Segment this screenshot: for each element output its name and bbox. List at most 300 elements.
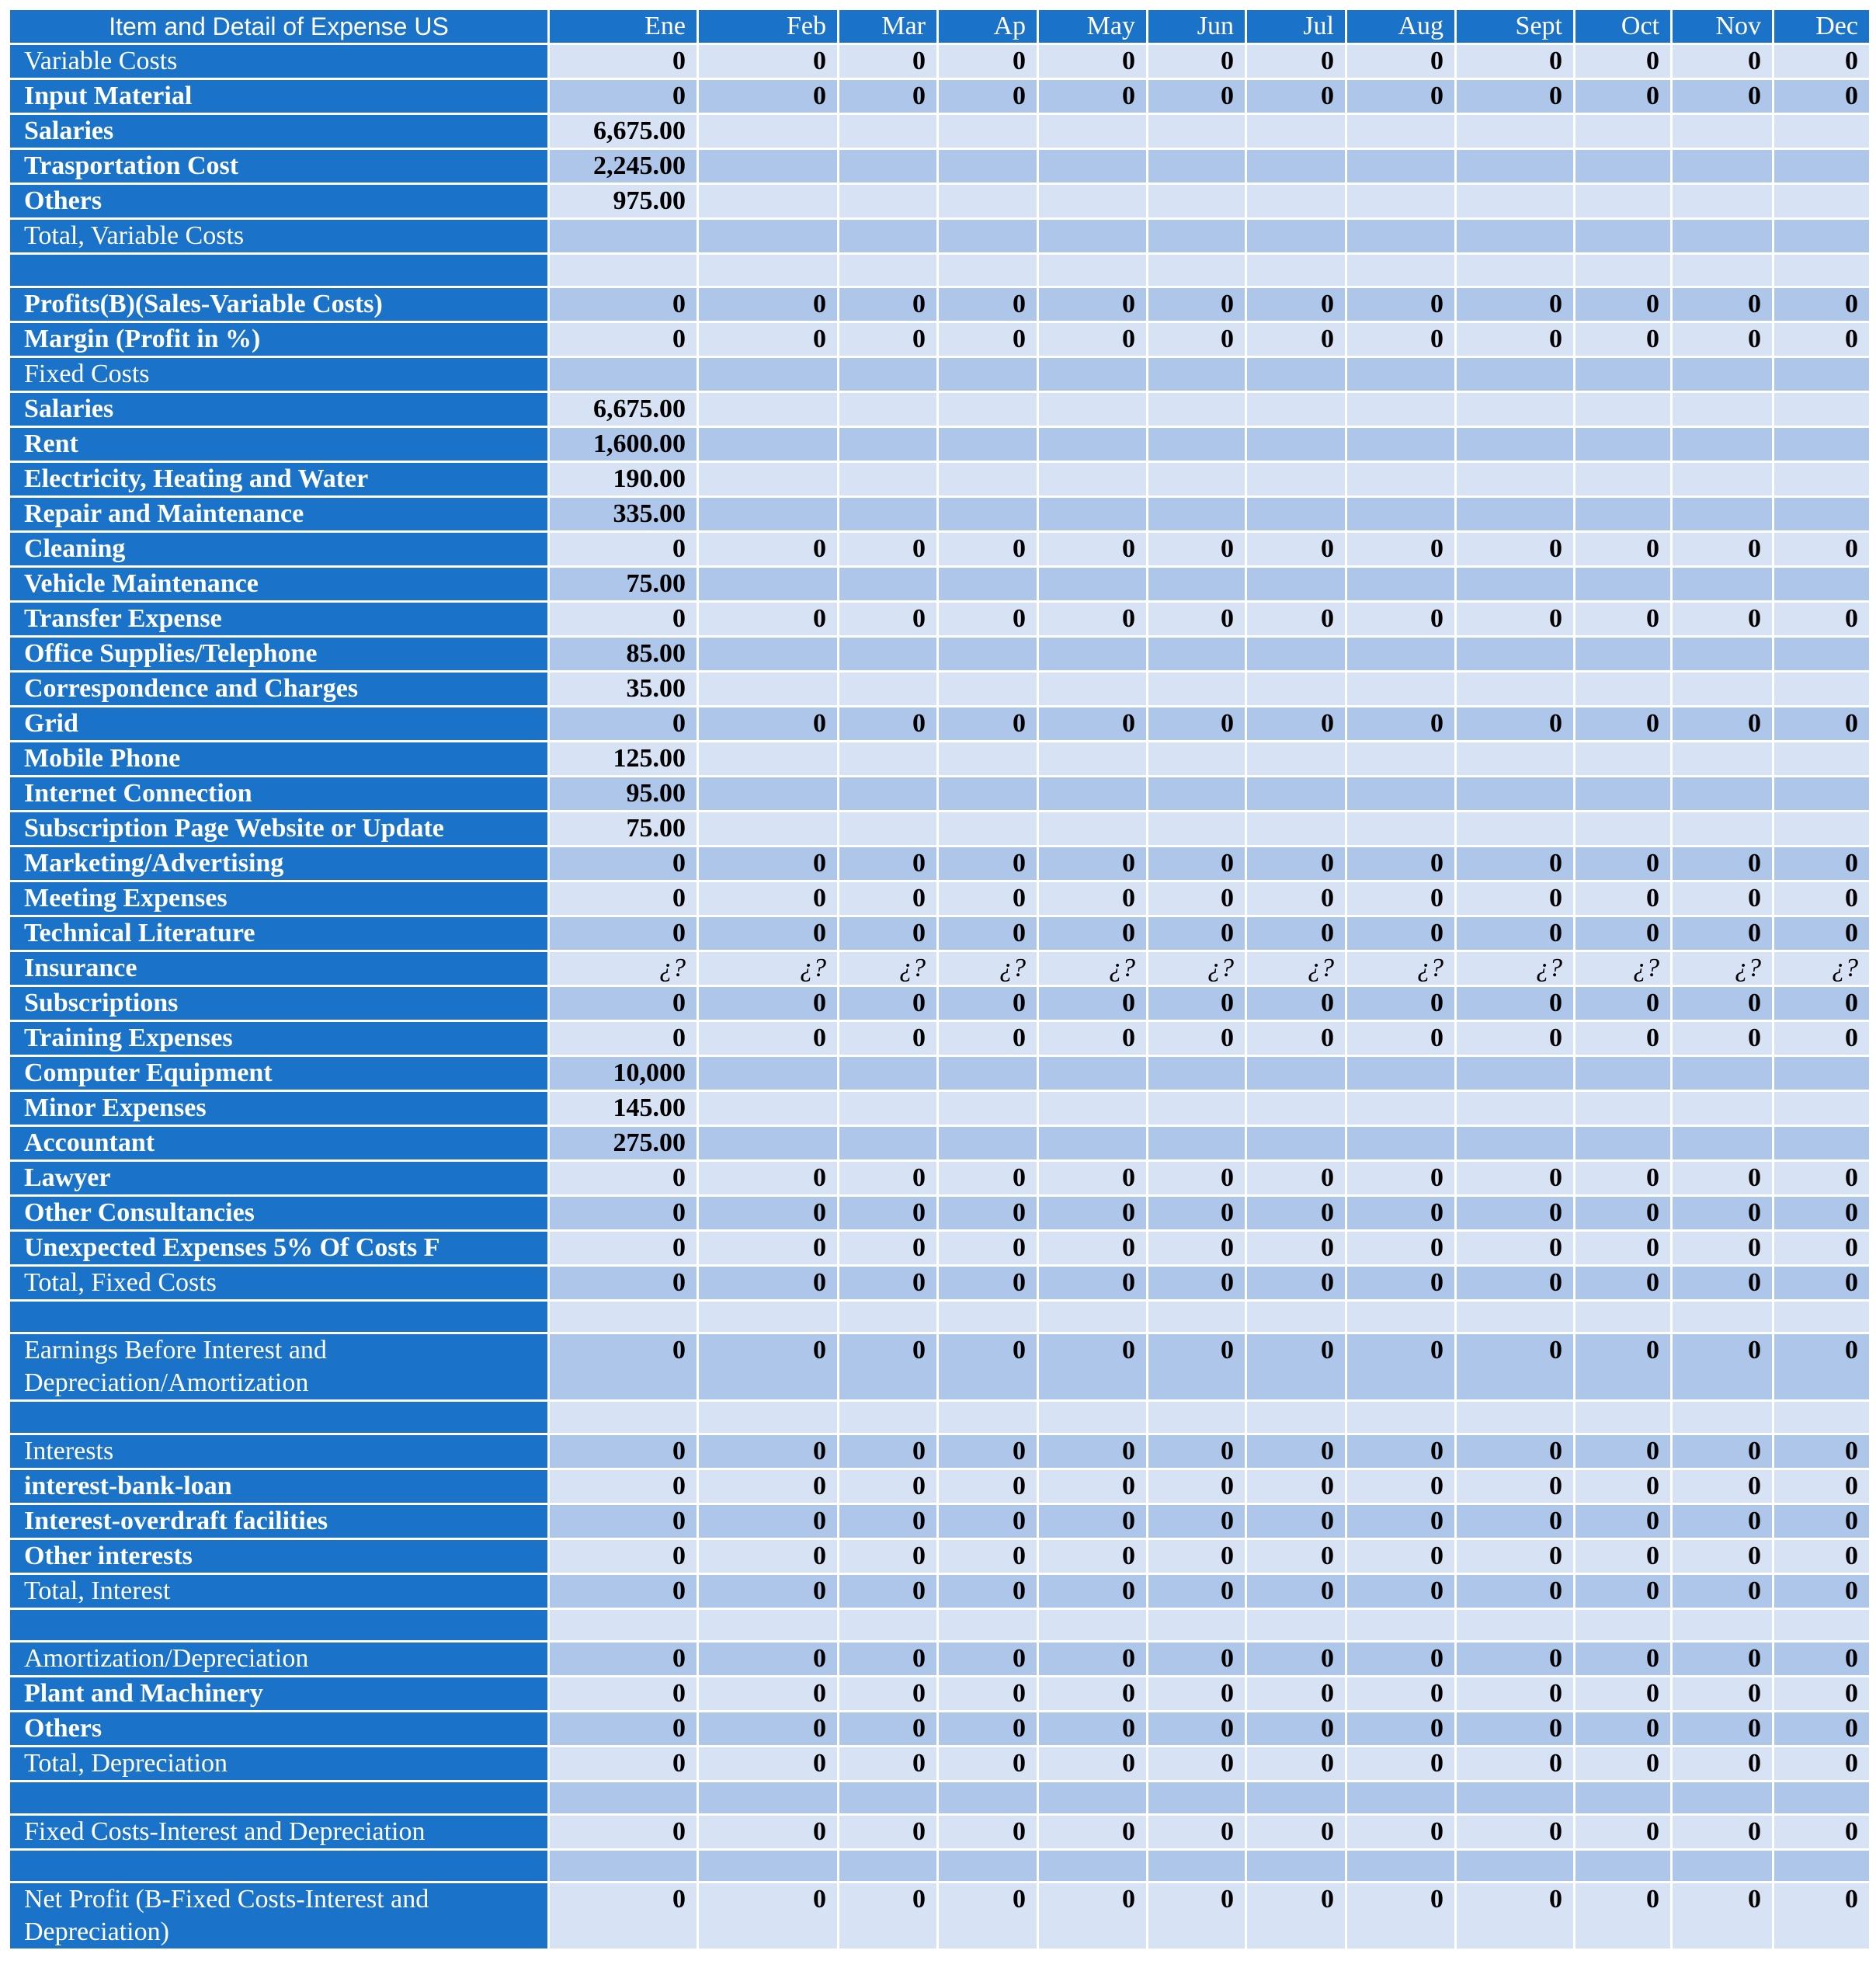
value-cell[interactable]: 0: [1774, 986, 1871, 1020]
value-cell[interactable]: [698, 254, 839, 287]
value-cell[interactable]: [1456, 1300, 1575, 1333]
value-cell[interactable]: 0: [1038, 1333, 1148, 1401]
value-cell[interactable]: 0: [1672, 322, 1774, 356]
value-cell[interactable]: [839, 1782, 938, 1815]
value-cell[interactable]: 0: [698, 986, 839, 1020]
value-cell[interactable]: [1246, 671, 1346, 706]
value-cell[interactable]: 0: [1346, 706, 1456, 741]
value-cell[interactable]: [1148, 1849, 1246, 1882]
value-cell[interactable]: 0: [1038, 1469, 1148, 1503]
value-cell[interactable]: 0: [1575, 1265, 1672, 1300]
value-cell[interactable]: 0: [839, 1503, 938, 1538]
value-cell[interactable]: [1456, 741, 1575, 776]
value-cell[interactable]: 0: [1346, 322, 1456, 356]
value-cell[interactable]: 0: [1148, 1712, 1246, 1747]
value-cell[interactable]: [1672, 1300, 1774, 1333]
value-cell[interactable]: [1148, 566, 1246, 601]
value-cell[interactable]: [1456, 1125, 1575, 1160]
value-cell[interactable]: [839, 1608, 938, 1642]
value-cell[interactable]: 0: [938, 1230, 1038, 1265]
value-cell[interactable]: [1038, 219, 1148, 254]
value-cell[interactable]: 0: [1456, 706, 1575, 741]
value-cell[interactable]: 0: [1346, 44, 1456, 79]
value-cell[interactable]: 0: [1672, 881, 1774, 916]
value-cell[interactable]: 0: [698, 1882, 839, 1950]
value-cell[interactable]: 0: [1456, 1712, 1575, 1747]
value-cell[interactable]: 0: [698, 531, 839, 566]
value-cell[interactable]: ¿?: [698, 951, 839, 986]
value-cell[interactable]: 0: [549, 322, 698, 356]
value-cell[interactable]: [1456, 149, 1575, 184]
value-cell[interactable]: 0: [1148, 1882, 1246, 1950]
value-cell[interactable]: 95.00: [549, 776, 698, 811]
value-cell[interactable]: 0: [1038, 1265, 1148, 1300]
value-cell[interactable]: 0: [1672, 1230, 1774, 1265]
value-cell[interactable]: 0: [1672, 706, 1774, 741]
value-cell[interactable]: 0: [549, 1333, 698, 1401]
value-cell[interactable]: ¿?: [1148, 951, 1246, 986]
value-cell[interactable]: 0: [1774, 79, 1871, 114]
value-cell[interactable]: [1575, 671, 1672, 706]
value-cell[interactable]: [1774, 426, 1871, 461]
value-cell[interactable]: 0: [938, 1573, 1038, 1608]
value-cell[interactable]: 1,600.00: [549, 426, 698, 461]
value-cell[interactable]: 0: [1346, 1814, 1456, 1849]
value-cell[interactable]: [1346, 741, 1456, 776]
value-cell[interactable]: 0: [839, 1814, 938, 1849]
value-cell[interactable]: [1346, 1608, 1456, 1642]
value-cell[interactable]: [698, 426, 839, 461]
value-cell[interactable]: [938, 114, 1038, 149]
value-cell[interactable]: 0: [1456, 881, 1575, 916]
value-cell[interactable]: [1038, 671, 1148, 706]
value-cell[interactable]: 0: [1148, 1160, 1246, 1195]
value-cell[interactable]: 0: [1774, 1538, 1871, 1573]
value-cell[interactable]: [1575, 149, 1672, 184]
value-cell[interactable]: [1774, 1849, 1871, 1882]
value-cell[interactable]: 0: [938, 986, 1038, 1020]
value-cell[interactable]: 0: [1038, 881, 1148, 916]
value-cell[interactable]: [839, 356, 938, 391]
value-cell[interactable]: [1672, 184, 1774, 219]
value-cell[interactable]: [938, 1090, 1038, 1125]
value-cell[interactable]: 0: [1774, 1573, 1871, 1608]
value-cell[interactable]: 145.00: [549, 1090, 698, 1125]
value-cell[interactable]: 0: [1148, 706, 1246, 741]
value-cell[interactable]: [938, 461, 1038, 496]
value-cell[interactable]: [1246, 426, 1346, 461]
value-cell[interactable]: 0: [1456, 322, 1575, 356]
value-cell[interactable]: [1672, 811, 1774, 846]
value-cell[interactable]: [1575, 426, 1672, 461]
value-cell[interactable]: 0: [1346, 1573, 1456, 1608]
value-cell[interactable]: 0: [1038, 1814, 1148, 1849]
value-cell[interactable]: 0: [1575, 1160, 1672, 1195]
value-cell[interactable]: [938, 671, 1038, 706]
value-cell[interactable]: 0: [1148, 79, 1246, 114]
value-cell[interactable]: 0: [1148, 1333, 1246, 1401]
value-cell[interactable]: [1672, 114, 1774, 149]
value-cell[interactable]: [1148, 1125, 1246, 1160]
value-cell[interactable]: [938, 1125, 1038, 1160]
value-cell[interactable]: 0: [839, 846, 938, 881]
value-cell[interactable]: ¿?: [1774, 951, 1871, 986]
value-cell[interactable]: 0: [1575, 1677, 1672, 1712]
value-cell[interactable]: ¿?: [1672, 951, 1774, 986]
value-cell[interactable]: [1346, 254, 1456, 287]
value-cell[interactable]: 0: [839, 881, 938, 916]
value-cell[interactable]: 0: [1346, 846, 1456, 881]
value-cell[interactable]: 0: [1575, 846, 1672, 881]
value-cell[interactable]: 0: [1246, 1469, 1346, 1503]
value-cell[interactable]: [1456, 1401, 1575, 1434]
value-cell[interactable]: [1346, 114, 1456, 149]
value-cell[interactable]: [1456, 461, 1575, 496]
value-cell[interactable]: [938, 741, 1038, 776]
value-cell[interactable]: 0: [1246, 916, 1346, 951]
value-cell[interactable]: 0: [1038, 79, 1148, 114]
value-cell[interactable]: [938, 184, 1038, 219]
value-cell[interactable]: [1038, 461, 1148, 496]
value-cell[interactable]: [1456, 254, 1575, 287]
value-cell[interactable]: [839, 1055, 938, 1090]
value-cell[interactable]: [1575, 1300, 1672, 1333]
value-cell[interactable]: [1456, 391, 1575, 426]
value-cell[interactable]: 0: [938, 1333, 1038, 1401]
value-cell[interactable]: [839, 426, 938, 461]
value-cell[interactable]: [1346, 391, 1456, 426]
value-cell[interactable]: 0: [1672, 287, 1774, 322]
value-cell[interactable]: [938, 254, 1038, 287]
value-cell[interactable]: [1148, 391, 1246, 426]
value-cell[interactable]: [1774, 1401, 1871, 1434]
value-cell[interactable]: [698, 219, 839, 254]
value-cell[interactable]: [1246, 741, 1346, 776]
value-cell[interactable]: 0: [1038, 1503, 1148, 1538]
value-cell[interactable]: [1038, 426, 1148, 461]
value-cell[interactable]: 0: [1148, 601, 1246, 636]
value-cell[interactable]: 0: [839, 1265, 938, 1300]
value-cell[interactable]: [1038, 1300, 1148, 1333]
value-cell[interactable]: [698, 391, 839, 426]
value-cell[interactable]: 0: [1575, 79, 1672, 114]
value-cell[interactable]: 0: [1148, 531, 1246, 566]
value-cell[interactable]: 0: [839, 1230, 938, 1265]
value-cell[interactable]: 0: [839, 1195, 938, 1230]
value-cell[interactable]: 0: [1246, 1230, 1346, 1265]
value-cell[interactable]: 0: [1148, 1677, 1246, 1712]
value-cell[interactable]: [1774, 1055, 1871, 1090]
value-cell[interactable]: 0: [839, 1020, 938, 1055]
value-cell[interactable]: [1346, 566, 1456, 601]
value-cell[interactable]: [839, 219, 938, 254]
value-cell[interactable]: [938, 636, 1038, 671]
value-cell[interactable]: 0: [549, 1538, 698, 1573]
value-cell[interactable]: [1672, 1782, 1774, 1815]
value-cell[interactable]: 0: [1346, 1642, 1456, 1677]
value-cell[interactable]: 0: [1346, 1434, 1456, 1469]
value-cell[interactable]: 0: [1672, 601, 1774, 636]
value-cell[interactable]: 0: [698, 1333, 839, 1401]
value-cell[interactable]: 0: [549, 986, 698, 1020]
value-cell[interactable]: 0: [1672, 916, 1774, 951]
value-cell[interactable]: [1246, 776, 1346, 811]
value-cell[interactable]: [1672, 566, 1774, 601]
value-cell[interactable]: [1038, 636, 1148, 671]
value-cell[interactable]: 0: [1148, 846, 1246, 881]
value-cell[interactable]: 0: [1038, 287, 1148, 322]
value-cell[interactable]: [1346, 776, 1456, 811]
value-cell[interactable]: [698, 461, 839, 496]
value-cell[interactable]: [698, 1300, 839, 1333]
value-cell[interactable]: [1038, 1125, 1148, 1160]
value-cell[interactable]: ¿?: [1246, 951, 1346, 986]
value-cell[interactable]: 0: [1575, 1020, 1672, 1055]
value-cell[interactable]: 0: [1672, 1434, 1774, 1469]
value-cell[interactable]: 0: [1246, 1265, 1346, 1300]
value-cell[interactable]: 0: [1672, 1020, 1774, 1055]
value-cell[interactable]: 0: [1575, 1469, 1672, 1503]
value-cell[interactable]: 0: [1774, 601, 1871, 636]
value-cell[interactable]: 0: [1672, 1160, 1774, 1195]
value-cell[interactable]: [1346, 149, 1456, 184]
value-cell[interactable]: [1038, 1782, 1148, 1815]
value-cell[interactable]: [938, 776, 1038, 811]
value-cell[interactable]: [1575, 566, 1672, 601]
value-cell[interactable]: [1456, 1849, 1575, 1882]
value-cell[interactable]: 0: [698, 1503, 839, 1538]
value-cell[interactable]: [1575, 1849, 1672, 1882]
value-cell[interactable]: 0: [549, 1195, 698, 1230]
value-cell[interactable]: [1346, 1300, 1456, 1333]
value-cell[interactable]: [1672, 426, 1774, 461]
value-cell[interactable]: [1038, 1608, 1148, 1642]
value-cell[interactable]: [698, 356, 839, 391]
value-cell[interactable]: 0: [698, 1814, 839, 1849]
value-cell[interactable]: 0: [1774, 1469, 1871, 1503]
value-cell[interactable]: [1774, 1608, 1871, 1642]
value-cell[interactable]: 0: [839, 1677, 938, 1712]
value-cell[interactable]: 0: [1456, 1230, 1575, 1265]
value-cell[interactable]: [1148, 461, 1246, 496]
value-cell[interactable]: 0: [1774, 1160, 1871, 1195]
value-cell[interactable]: 0: [698, 1434, 839, 1469]
value-cell[interactable]: [1774, 1090, 1871, 1125]
value-cell[interactable]: [1038, 1055, 1148, 1090]
value-cell[interactable]: 0: [839, 1573, 938, 1608]
value-cell[interactable]: [1774, 1125, 1871, 1160]
value-cell[interactable]: 0: [1575, 916, 1672, 951]
value-cell[interactable]: [1246, 811, 1346, 846]
value-cell[interactable]: [1148, 426, 1246, 461]
value-cell[interactable]: [1346, 461, 1456, 496]
value-cell[interactable]: [1246, 1401, 1346, 1434]
value-cell[interactable]: 0: [1148, 44, 1246, 79]
value-cell[interactable]: 0: [938, 1538, 1038, 1573]
value-cell[interactable]: 0: [698, 1712, 839, 1747]
value-cell[interactable]: 0: [1672, 1712, 1774, 1747]
value-cell[interactable]: [698, 1125, 839, 1160]
value-cell[interactable]: [1148, 254, 1246, 287]
value-cell[interactable]: [1148, 1090, 1246, 1125]
value-cell[interactable]: 0: [1246, 846, 1346, 881]
value-cell[interactable]: 0: [1038, 1020, 1148, 1055]
value-cell[interactable]: 0: [549, 1230, 698, 1265]
value-cell[interactable]: 0: [1672, 1469, 1774, 1503]
value-cell[interactable]: 2,245.00: [549, 149, 698, 184]
value-cell[interactable]: [1456, 1090, 1575, 1125]
value-cell[interactable]: 0: [698, 1747, 839, 1782]
value-cell[interactable]: [549, 1608, 698, 1642]
value-cell[interactable]: [1246, 1849, 1346, 1882]
value-cell[interactable]: 0: [1672, 986, 1774, 1020]
value-cell[interactable]: 0: [1246, 1573, 1346, 1608]
value-cell[interactable]: [1148, 636, 1246, 671]
value-cell[interactable]: 0: [1575, 1503, 1672, 1538]
value-cell[interactable]: 0: [1246, 531, 1346, 566]
value-cell[interactable]: [1672, 1849, 1774, 1882]
value-cell[interactable]: [1346, 1125, 1456, 1160]
value-cell[interactable]: 0: [549, 1747, 698, 1782]
value-cell[interactable]: [938, 1055, 1038, 1090]
value-cell[interactable]: [1672, 1401, 1774, 1434]
value-cell[interactable]: 0: [698, 1160, 839, 1195]
value-cell[interactable]: [1246, 184, 1346, 219]
value-cell[interactable]: [1246, 1055, 1346, 1090]
value-cell[interactable]: 0: [1456, 1333, 1575, 1401]
value-cell[interactable]: [1246, 461, 1346, 496]
value-cell[interactable]: 0: [1148, 322, 1246, 356]
value-cell[interactable]: 0: [549, 1160, 698, 1195]
value-cell[interactable]: 0: [1774, 1333, 1871, 1401]
value-cell[interactable]: [1148, 149, 1246, 184]
value-cell[interactable]: [549, 254, 698, 287]
value-cell[interactable]: 0: [1246, 706, 1346, 741]
value-cell[interactable]: 0: [1456, 1573, 1575, 1608]
value-cell[interactable]: [1038, 356, 1148, 391]
value-cell[interactable]: [1346, 1782, 1456, 1815]
value-cell[interactable]: 0: [839, 322, 938, 356]
value-cell[interactable]: [1774, 184, 1871, 219]
value-cell[interactable]: [698, 741, 839, 776]
value-cell[interactable]: 335.00: [549, 496, 698, 531]
value-cell[interactable]: 0: [1346, 1882, 1456, 1950]
value-cell[interactable]: [1346, 671, 1456, 706]
value-cell[interactable]: 0: [698, 1642, 839, 1677]
value-cell[interactable]: 0: [1672, 79, 1774, 114]
value-cell[interactable]: 0: [1346, 287, 1456, 322]
value-cell[interactable]: 0: [1456, 1503, 1575, 1538]
value-cell[interactable]: 0: [1672, 1265, 1774, 1300]
value-cell[interactable]: [1456, 426, 1575, 461]
value-cell[interactable]: 0: [1575, 1195, 1672, 1230]
value-cell[interactable]: 0: [549, 881, 698, 916]
value-cell[interactable]: 0: [1774, 1265, 1871, 1300]
value-cell[interactable]: [1246, 1608, 1346, 1642]
value-cell[interactable]: 0: [549, 1677, 698, 1712]
value-cell[interactable]: 0: [1456, 1677, 1575, 1712]
value-cell[interactable]: 0: [1246, 1434, 1346, 1469]
value-cell[interactable]: 0: [1148, 1020, 1246, 1055]
value-cell[interactable]: [1346, 1090, 1456, 1125]
value-cell[interactable]: 0: [1346, 1469, 1456, 1503]
value-cell[interactable]: 0: [839, 531, 938, 566]
value-cell[interactable]: 0: [549, 1434, 698, 1469]
value-cell[interactable]: 0: [1246, 1160, 1346, 1195]
value-cell[interactable]: [1246, 149, 1346, 184]
value-cell[interactable]: 0: [549, 1020, 698, 1055]
value-cell[interactable]: 0: [1575, 1434, 1672, 1469]
value-cell[interactable]: 0: [1456, 1160, 1575, 1195]
value-cell[interactable]: 0: [1148, 986, 1246, 1020]
value-cell[interactable]: [1148, 741, 1246, 776]
value-cell[interactable]: [1575, 1125, 1672, 1160]
value-cell[interactable]: 190.00: [549, 461, 698, 496]
value-cell[interactable]: 0: [1038, 1747, 1148, 1782]
value-cell[interactable]: [549, 1782, 698, 1815]
value-cell[interactable]: 0: [549, 44, 698, 79]
value-cell[interactable]: [1774, 1782, 1871, 1815]
value-cell[interactable]: ¿?: [1346, 951, 1456, 986]
value-cell[interactable]: [1038, 496, 1148, 531]
value-cell[interactable]: 0: [1456, 1538, 1575, 1573]
value-cell[interactable]: 0: [938, 322, 1038, 356]
value-cell[interactable]: 0: [1456, 79, 1575, 114]
value-cell[interactable]: [1456, 811, 1575, 846]
value-cell[interactable]: [938, 219, 1038, 254]
value-cell[interactable]: 0: [938, 1265, 1038, 1300]
value-cell[interactable]: [1575, 636, 1672, 671]
value-cell[interactable]: [938, 391, 1038, 426]
value-cell[interactable]: [1575, 254, 1672, 287]
value-cell[interactable]: 0: [1148, 1642, 1246, 1677]
value-cell[interactable]: [698, 776, 839, 811]
value-cell[interactable]: 0: [549, 1882, 698, 1950]
value-cell[interactable]: 0: [1774, 1814, 1871, 1849]
value-cell[interactable]: 0: [1246, 44, 1346, 79]
value-cell[interactable]: 0: [839, 1642, 938, 1677]
value-cell[interactable]: [839, 671, 938, 706]
value-cell[interactable]: [1346, 496, 1456, 531]
value-cell[interactable]: 0: [698, 322, 839, 356]
value-cell[interactable]: [1456, 776, 1575, 811]
value-cell[interactable]: [839, 461, 938, 496]
value-cell[interactable]: 0: [1672, 44, 1774, 79]
value-cell[interactable]: [1575, 1090, 1672, 1125]
value-cell[interactable]: 0: [1038, 1642, 1148, 1677]
value-cell[interactable]: 6,675.00: [549, 114, 698, 149]
value-cell[interactable]: 0: [938, 1020, 1038, 1055]
value-cell[interactable]: 0: [1575, 1712, 1672, 1747]
value-cell[interactable]: 0: [1456, 287, 1575, 322]
value-cell[interactable]: [698, 566, 839, 601]
value-cell[interactable]: [549, 356, 698, 391]
value-cell[interactable]: [1246, 356, 1346, 391]
value-cell[interactable]: [1038, 1090, 1148, 1125]
value-cell[interactable]: 0: [698, 916, 839, 951]
value-cell[interactable]: [1456, 1055, 1575, 1090]
value-cell[interactable]: 0: [1672, 1195, 1774, 1230]
value-cell[interactable]: [1346, 1849, 1456, 1882]
value-cell[interactable]: 0: [549, 916, 698, 951]
value-cell[interactable]: 0: [1246, 1814, 1346, 1849]
value-cell[interactable]: 0: [938, 1882, 1038, 1950]
value-cell[interactable]: 0: [549, 706, 698, 741]
value-cell[interactable]: 0: [1774, 1882, 1871, 1950]
value-cell[interactable]: [1346, 1055, 1456, 1090]
value-cell[interactable]: [1038, 741, 1148, 776]
value-cell[interactable]: [1672, 636, 1774, 671]
